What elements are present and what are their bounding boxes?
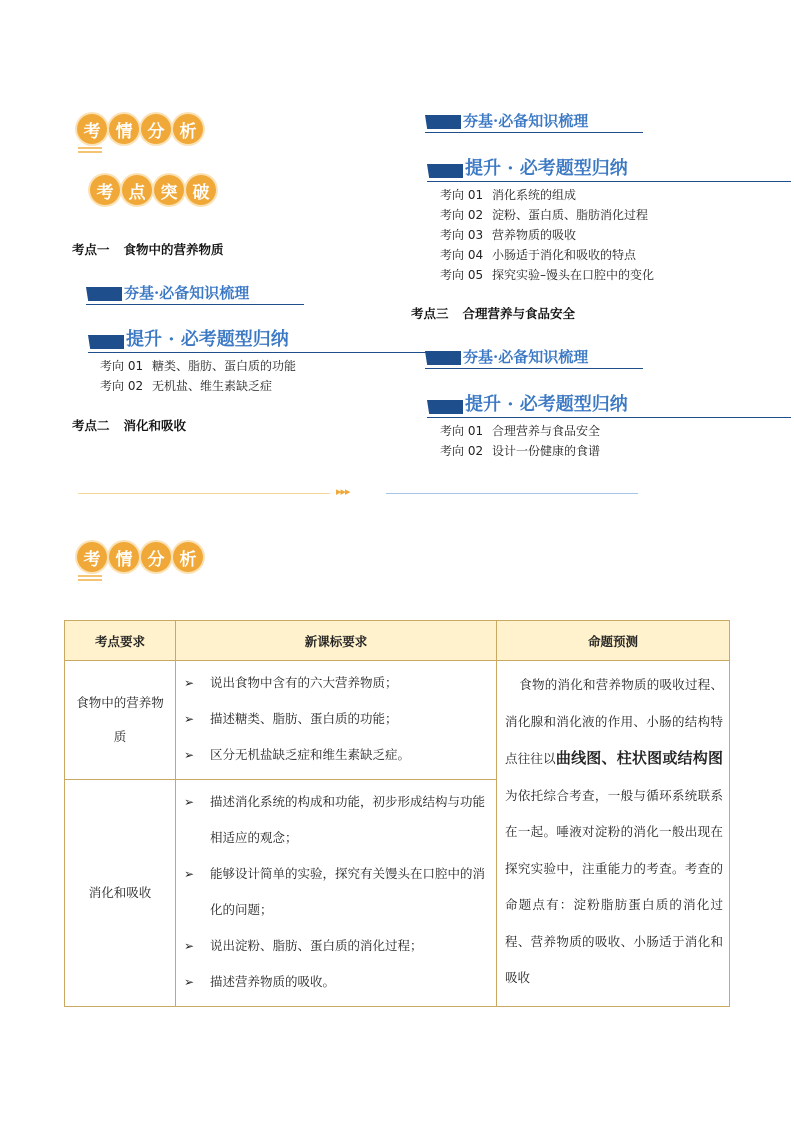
direction-text: 消化系统的组成 (492, 188, 577, 202)
direction-text: 淀粉、蛋白质、脂肪消化过程 (492, 208, 649, 222)
list-item (184, 737, 490, 773)
list-item (184, 964, 490, 1000)
list-item (184, 701, 490, 737)
direction-text: 小肠适于消化和吸收的特点 (492, 248, 637, 262)
row2-requirements (176, 780, 497, 1007)
prediction-bold: 曲线图、柱状图或结构图 (555, 749, 723, 767)
banner-triangle-icon (425, 115, 461, 129)
banner-basic-text: 夯基·必备知识梳理 (463, 112, 589, 130)
badge-char: 考 (77, 114, 107, 144)
badge-char: 分 (141, 114, 171, 144)
header-xinkebiao: 新课标要求 (176, 621, 497, 661)
direction-text: 合理营养与食品安全 (492, 424, 601, 438)
direction-item (440, 206, 648, 223)
arrow-bullet-icon: ➢ (184, 748, 195, 762)
arrow-bullet-icon: ➢ (184, 975, 195, 989)
category-text: 食物中的营养物质 (76, 695, 164, 744)
list-item (184, 856, 490, 928)
badge-char: 析 (173, 542, 203, 572)
banner-triangle-icon (427, 400, 463, 414)
header-prediction: 命题预测 (497, 621, 730, 661)
direction-item (100, 357, 296, 374)
badge-char: 情 (109, 542, 139, 572)
direction-text: 无机盐、维生素缺乏症 (152, 379, 273, 393)
badge-char: 点 (122, 175, 152, 205)
banner-advance-right-2 (427, 390, 628, 416)
row1-requirements (176, 661, 497, 780)
direction-item (440, 422, 600, 439)
badge-char: 突 (154, 175, 184, 205)
banner-triangle-icon (86, 287, 122, 301)
arrow-bullet-icon: ➢ (184, 795, 195, 809)
arrow-bullet-icon: ➢ (184, 939, 195, 953)
header-kaodian: 考点要求 (65, 621, 176, 661)
direction-text: 探究实验–馒头在口腔中的变化 (492, 268, 655, 282)
banner-advance-left (88, 325, 289, 351)
badge-char: 考 (77, 542, 107, 572)
divider-arrows-icon: ▸▸▸ (336, 485, 350, 498)
point2-label: 考点二 (72, 418, 110, 433)
direction-num: 考向 01 (440, 188, 484, 202)
badge-kaoqing-top (77, 114, 205, 144)
divider-left (78, 493, 330, 494)
direction-num: 考向 01 (440, 424, 484, 438)
direction-num: 考向 02 (440, 208, 484, 222)
direction-item (440, 266, 654, 283)
row1-category (65, 661, 176, 780)
direction-item (440, 186, 576, 203)
row2-category: 消化和吸收 (65, 780, 176, 1007)
prediction-text-2: 为依托综合考查，一般与循环系统联系在一起。唾液对淀粉的消化一般出现在探究实验中，注重能力的考查。考查的命题点有：淀粉脂肪蛋白质的消化过程、营养物质的吸收、小肠适于消化和吸收 (505, 787, 723, 985)
banner-triangle-icon (88, 335, 124, 349)
arrow-bullet-icon: ➢ (184, 676, 195, 690)
point1-label: 考点一 (72, 242, 110, 257)
banner-basic-text: 夯基·必备知识梳理 (463, 348, 589, 366)
badge-underline (78, 575, 102, 583)
banner-advance-right-1 (427, 154, 628, 180)
banner-basic-right-2 (425, 346, 588, 367)
divider-right (386, 493, 638, 494)
banner-advance-text: 提升 · 必考题型归纳 (126, 329, 289, 350)
banner-basic-text: 夯基·必备知识梳理 (124, 284, 250, 302)
banner-triangle-icon (427, 164, 463, 178)
item-text: 能够设计简单的实验，探究有关馒头在口腔中的消化的问题； (210, 866, 486, 917)
point3-heading (411, 304, 575, 322)
direction-text: 设计一份健康的食谱 (492, 444, 601, 458)
point3-title: 合理营养与食品安全 (462, 306, 576, 321)
direction-item (440, 442, 600, 459)
item-text: 说出淀粉、脂肪、蛋白质的消化过程； (210, 938, 423, 953)
banner-basic-right-1 (425, 110, 588, 131)
point2-title: 消化和吸收 (123, 418, 187, 433)
direction-num: 考向 02 (100, 379, 144, 393)
item-text: 描述糖类、脂肪、蛋白质的功能； (210, 711, 398, 726)
prediction-cell (497, 661, 730, 1007)
direction-item (440, 246, 636, 263)
direction-item (100, 377, 272, 394)
item-text: 描述营养物质的吸收。 (210, 974, 336, 989)
direction-item (440, 226, 576, 243)
badge-char: 考 (90, 175, 120, 205)
direction-num: 考向 02 (440, 444, 484, 458)
requirements-table (64, 620, 730, 1007)
arrow-bullet-icon: ➢ (184, 712, 195, 726)
item-text: 描述消化系统的构成和功能，初步形成结构与功能相适应的观念； (210, 794, 486, 845)
badge-kaoqing-bottom (77, 542, 205, 572)
direction-num: 考向 01 (100, 359, 144, 373)
point2-heading (72, 416, 186, 434)
direction-text: 营养物质的吸收 (492, 228, 577, 242)
point1-heading (72, 240, 224, 258)
list-item (184, 665, 490, 701)
badge-char: 破 (186, 175, 216, 205)
badge-char: 析 (173, 114, 203, 144)
item-text: 说出食物中含有的六大营养物质； (210, 675, 398, 690)
badge-char: 分 (141, 542, 171, 572)
item-text: 区分无机盐缺乏症和维生素缺乏症。 (210, 747, 411, 762)
badge-char: 情 (109, 114, 139, 144)
point3-label: 考点三 (411, 306, 449, 321)
banner-advance-text: 提升 · 必考题型归纳 (465, 158, 628, 179)
list-item (184, 928, 490, 964)
direction-text: 糖类、脂肪、蛋白质的功能 (152, 359, 297, 373)
point1-title: 食物中的营养物质 (123, 242, 224, 257)
direction-num: 考向 05 (440, 268, 484, 282)
banner-basic-left (86, 282, 249, 303)
badge-underline (78, 147, 102, 155)
badge-kaodian (90, 175, 218, 205)
list-item (184, 784, 490, 856)
direction-num: 考向 04 (440, 248, 484, 262)
prediction-text-1: 食物的消化和营养物质的吸收过程、消化腺和消化液的作用、小肠的结构特点往往以 (505, 677, 723, 766)
banner-triangle-icon (425, 351, 461, 365)
table-row (65, 661, 730, 780)
banner-advance-text: 提升 · 必考题型归纳 (465, 394, 628, 415)
table-header-row (65, 621, 730, 661)
arrow-bullet-icon: ➢ (184, 867, 195, 881)
direction-num: 考向 03 (440, 228, 484, 242)
